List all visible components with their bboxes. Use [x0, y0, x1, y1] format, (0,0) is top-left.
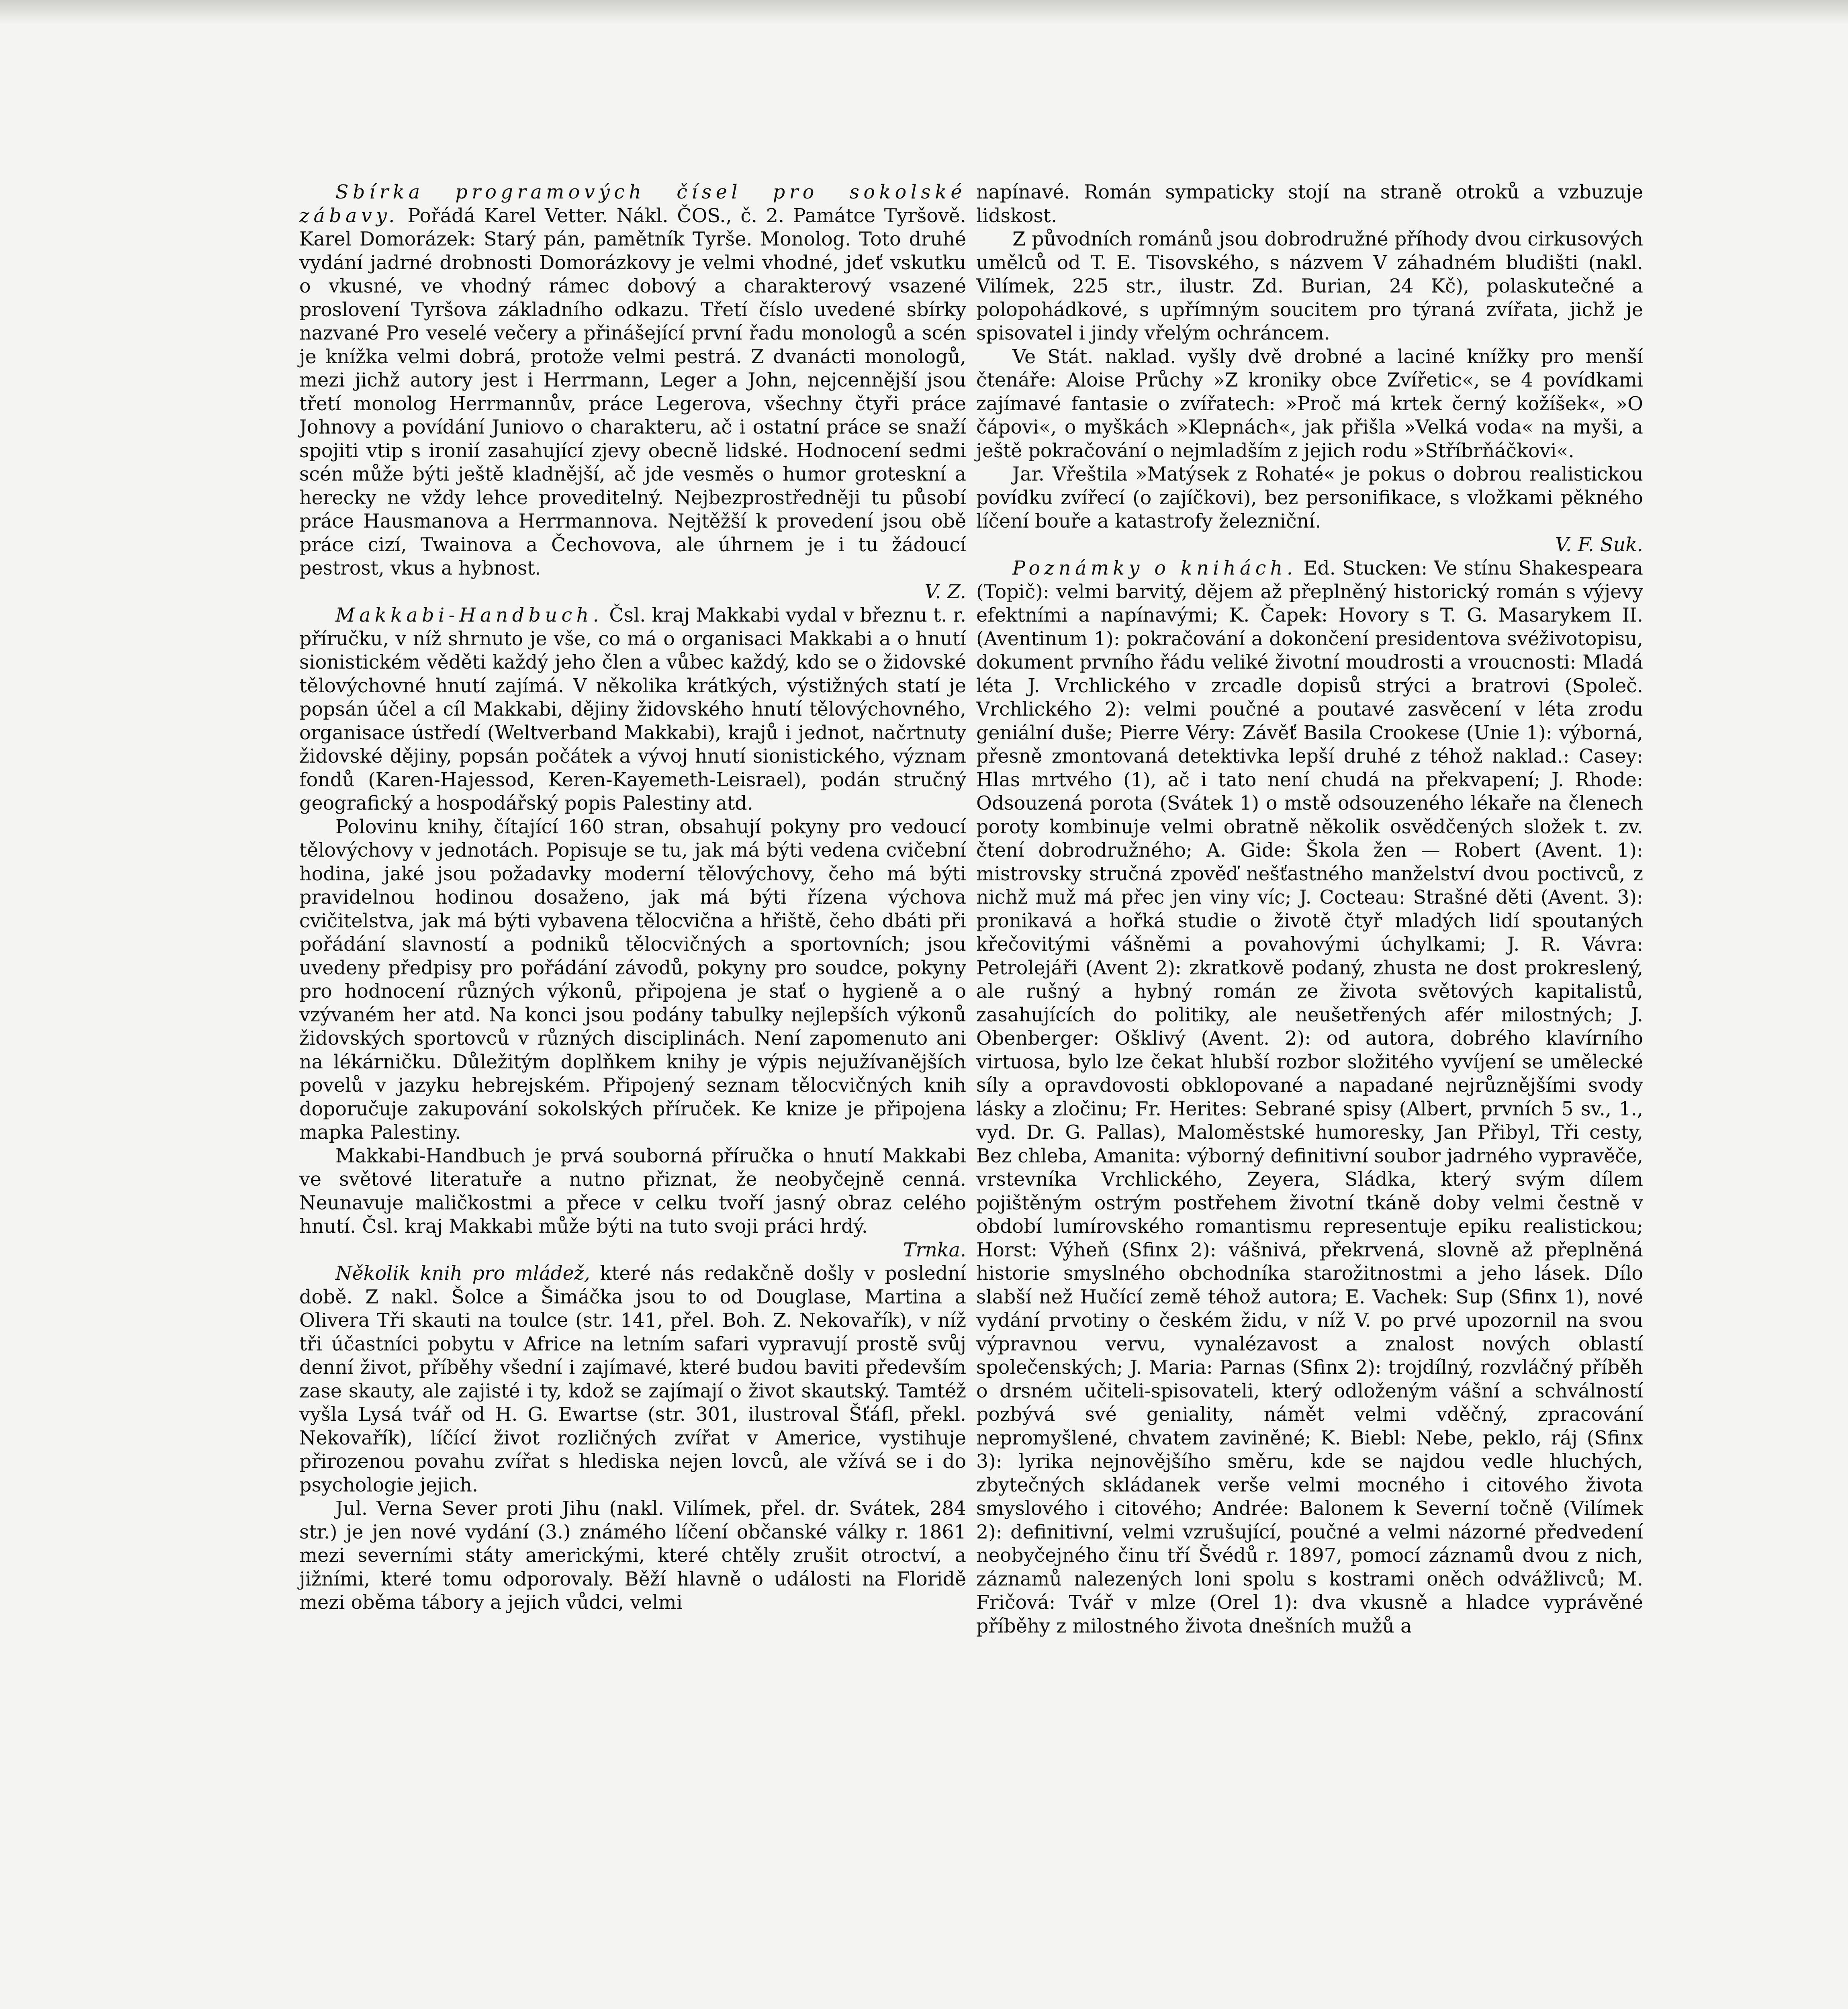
article-poznamky: [976, 557, 1643, 1638]
author-signature: Trnka.: [903, 1239, 966, 1261]
article-makkabi: [299, 604, 966, 816]
right-column: [976, 181, 1643, 1638]
article-heading: Makkabi-Handbuch.: [335, 604, 603, 626]
article-heading: Poznámky o knihách.: [1012, 557, 1297, 579]
article-body: Pořádá Karel Vetter. Nákl. ČOS., č. 2. Památce Tyršově. Karel Domorázek: Starý pán, pamětník Tyrše. Monolog. Toto druhé vydání jadrné drobnosti Domorázkovy je velmi vhodné, jdeť vskutku o vkusné, ve vhodný rámec dobový a charakterový vsazené proslovení Tyršova základního odkazu. Třetí číslo uvedené sbírky nazvané Pro veselé večery a přinášející první řadu monologů a scén je knížka velmi dobrá, protože velmi pestrá. Z dvanácti monologů, mezi jichž autory jest i Herrmann, Leger a John, nejcennější jsou třetí monolog Herrmannův, práce Legerova, všechny čtyři práce Johnovy a povídání Juniovo o charakteru, ač i ostatní práce se snaží spojiti vtip s ironií zasahující zjevy obecně lidské. Hodnocení sedmi scén může býti ještě kladnější, ač jde vesměs o humor groteskní a herecky ne vždy lehce proveditelný. Nejbezprostředněji tu působí práce Hausmanova a Herrmannova. Nejtěžší k provedení jsou obě práce cizí, Twainova a Čechovova, ale úhrnem je i tu žádoucí pestrost, vkus a hybnost.: [299, 205, 966, 579]
article-body: Čsl. kraj Makkabi vydal v březnu t. r. příručku, v níž shrnuto je vše, co má o organisaci Makkabi a o hnutí sionistickém věděti každý jeho člen a vůbec každý, kdo se o židovské tělovýchovné hnutí zajímá. V několika krátkých, výstižných statí je popsán účel a cíl Makkabi, dějiny židovského hnutí tělovýchovného, organisace ústředí (Weltverband Makkabi), krajů i jednot, načrtnuty židovské dějiny, popsán počátek a vývoj hnutí sionistického, význam fondů (Karen-Hajessod, Keren-Kayemeth-Leisrael), podán stručný geografický a hospodářský popis Palestiny atd.: [299, 604, 966, 814]
article-paragraph: Z původních románů jsou dobrodružné příhody dvou cirkusových umělců od T. E. Tisovského, s názvem V záhadném bludišti (nakl. Vilímek, 225 str., ilustr. Zd. Burian, 24 Kč), polaskutečné a polopohádkové, s upřímným soucitem pro týraná zvířata, jichž je spisovatel i jindy vřelým ochráncem.: [976, 228, 1643, 344]
article-body: které nás redakčně došly v poslední době. Z nakl. Šolce a Šimáčka jsou to od Douglase, Martina a Olivera Tři skauti na toulce (str. 141, přel. Boh. Z. Nekovařík), v níž tři účastníci pobytu v Africe na letním safari vypravují prostě svůj denní život, příběhy všední i zajímavé, které budou baviti především zase skauty, ale zajisté i ty, kdož se zajímají o život skautský. Tamtéž vyšla Lysá tvář od H. G. Ewartse (str. 301, ilustroval Šťáfl, překl. Nekovařík), líčící život rozličných zvířat v Americe, vystihuje přirozenou povahu zvířat s hlediska nejen lovců, ale vžívá se i do psychologie jejich.: [299, 1262, 966, 1496]
author-signature: V. F. Suk.: [1555, 534, 1643, 556]
article-paragraph: Jar. Vřeštila »Matýsek z Rohaté« je pokus o dobrou realistickou povídku zvířecí (o zajíčkovi), bez personifikace, s vložkami pěkného líčení bouře a katastrofy železniční.: [976, 463, 1643, 532]
article-paragraph: Ve Stát. naklad. vyšly dvě drobné a laciné knížky pro menší čtenáře: Aloise Průchy »Z kroniky obce Zvířetic«, se 4 povídkami zajímavé fantasie o zvířatech: »Proč má krtek černý kožíšek«, »O čápovi«, o myškách »Klepnách«, jak přišla »Velká voda« na myši, a ještě pokračování o nejmladším z jejich rodu »Stříbrňáčkovi«.: [976, 346, 1643, 462]
article-heading: Několik knih pro mládež,: [335, 1262, 590, 1285]
left-column: [299, 181, 966, 1615]
author-signature: V. Z.: [924, 581, 966, 603]
article-paragraph: Jul. Verna Sever proti Jihu (nakl. Vilímek, přel. dr. Svátek, 284 str.) je jen nové vydání (3.) známého líčení občanské války r. 1861 mezi severními státy americkými, které chtěly zrušit otroctví, a jižními, které tomu odporovaly. Běží hlavně o události na Floridě mezi oběma tábory a jejich vůdci, velmi: [299, 1498, 966, 1614]
article-paragraph: Makkabi-Handbuch je prvá souborná příručka o hnutí Makkabi ve světové literatuře a nutno přiznat, že neobyčejně cenná. Neunavuje maličkostmi a přece v celku tvoří jasný obraz celého hnutí. Čsl. kraj Makkabi může býti na tuto svoji práci hrdý.: [299, 1145, 966, 1238]
scan-edge: [0, 0, 1848, 24]
article-sbirka: [299, 181, 966, 581]
article-youth-books: [299, 1262, 966, 1497]
article-paragraph: Polovinu knihy, čítající 160 stran, obsahují pokyny pro vedoucí tělovýchovy v jednotách. Popisuje se tu, jak má býti vedena cvičební hodina, jaké jsou požadavky moderní tělovýchovy, čeho má býti pravidelnou hodinou dosaženo, jak má býti řízena výchova cvičitelstva, jak má býti vybavena tělocvična a hřiště, čeho dbáti při pořádání slavností a podniků tělocvičných a sportovních; jsou uvedeny předpisy pro pořádání závodů, pokyny pro soudce, pokyny pro hodnocení různých výkonů, připojena je stať o hygieně a o vzývaném her atd. Na konci jsou podány tabulky nejlepších výkonů židovských sportovců v různých disciplinách. Není zapomenuto ani na lékárničku. Důležitým doplňkem knihy je výpis nejužívanějších povelů v jazyku hebrejském. Připojený seznam tělocvičných knih doporučuje zakupování sokolských příruček. Ke knize je připojena mapka Palestiny.: [299, 816, 966, 1144]
article-body: Ed. Stucken: Ve stínu Shakespeara (Topič): velmi barvitý, dějem až přeplněný historický román s výjevy efektními a napínavými; K. Čapek: Hovory s T. G. Masarykem II. (Aventinum 1): pokračování a dokončení presidentova svéživotopisu, dokument prvního řádu veliké životní moudrosti a vroucnosti: Mladá léta J. Vrchlického v zrcadle dopisů strýci a bratrovi (Společ. Vrchlického 2): velmi poučné a poutavé zasvěcení v léta zrodu geniální duše; Pierre Véry: Závěť Basila Crookese (Unie 1): výborná, přesně zmontovaná detektivka lepší druhé z téhož naklad.: Casey: Hlas mrtvého (1), ač i tato není chudá na překvapení; J. Rhode: Odsouzená porota (Svátek 1) o mstě odsouzeného lékaře na členech poroty kombinuje velmi obratně několik osvědčených složek t. zv. čtení dobrodružného; A. Gide: Škola žen — Robert (Avent. 1): mistrovsky stručná zpověď nešťastného manželství dvou poctivců, z nichž muž má přec jen viny víc; J. Cocteau: Strašné děti (Avent. 3): pronikavá a hořká studie o životě čtyř mladých lidí spoutaných křečovitými vášněmi a povahovými úchylkami; J. R. Vávra: Petrolejáři (Avent 2): zkratkově podaný, zhusta ne dost prokreslený, ale rušný a hybný román ze života světových kapitalistů, zasahujících do politiky, ale neušetřených afér milostných; J. Obenberger: Ošklivý (Avent. 2): od autora, dobrého klavírního virtuosa, bylo lze čekat hlubší rozbor složitého vyvíjení se umělecké síly a opravdovosti obklopované a napadané nejrůznějšími svody lásky a zločinu; Fr. Herites: Sebrané spisy (Albert, prvních 5 sv., 1., vyd. Dr. G. Pallas), Maloměstské humoresky, Jan Přibyl, Tři cesty, Bez chleba, Amanita: výborný definitivní soubor jadrného vypravěče, vrstevníka Vrchlického, Zeyera, Sládka, který svým dílem pojištěným ostrým postřehem životní tkáně doby velmi čestně v období lumírovského romantismu representuje epiku realistickou; Horst: Výheň (Sfinx 2): vášnivá, překrvená, slovně až přeplněná historie smyslného obchodníka starožitnostmi a jeho lásek. Dílo slabší než Hučící země téhož autora; E. Vachek: Sup (Sfinx 1), nové vydání prvotiny o českém židu, v níž V. po prvé upozornil na svou výpravnou vervu, vynalézavost a znalost nových oblastí společenských; J. Maria: Parnas (Sfinx 2): trojdílný, rozvláčný příběh o drsném učiteli-spisovateli, který odloženým vášní a schválností pozbývá své geniality, námět velmi vděčný, zpracování nepromyšlené, chvatem zaviněné; K. Biebl: Nebe, peklo, ráj (Sfinx 3): lyrika nejnovějšího směru, kde se najdou vedle hluchých, zbytečných skládanek verše velmi mocného i citového života smyslového i citového; Andrée: Balonem k Severní točně (Vilímek 2): definitivní, velmi vzrušující, poučné a velmi názorné předvedení neobyčejného činu tří Švédů r. 1897, pomocí záznamů dvou z nich, záznamů nalezených loni spolu s kostrami oněch odvážlivců; M. Fričová: Tvář v mlze (Orel 1): dva vkusně a hladce vyprávěné příběhy z milostného života dnešních mužů a: [976, 557, 1643, 1637]
article-heading: Sbírka programových čísel pro sokolské zábavy.: [299, 181, 966, 227]
article-paragraph: napínavé. Román sympaticky stojí na straně otroků a vzbuzuje lidskost.: [976, 181, 1643, 227]
